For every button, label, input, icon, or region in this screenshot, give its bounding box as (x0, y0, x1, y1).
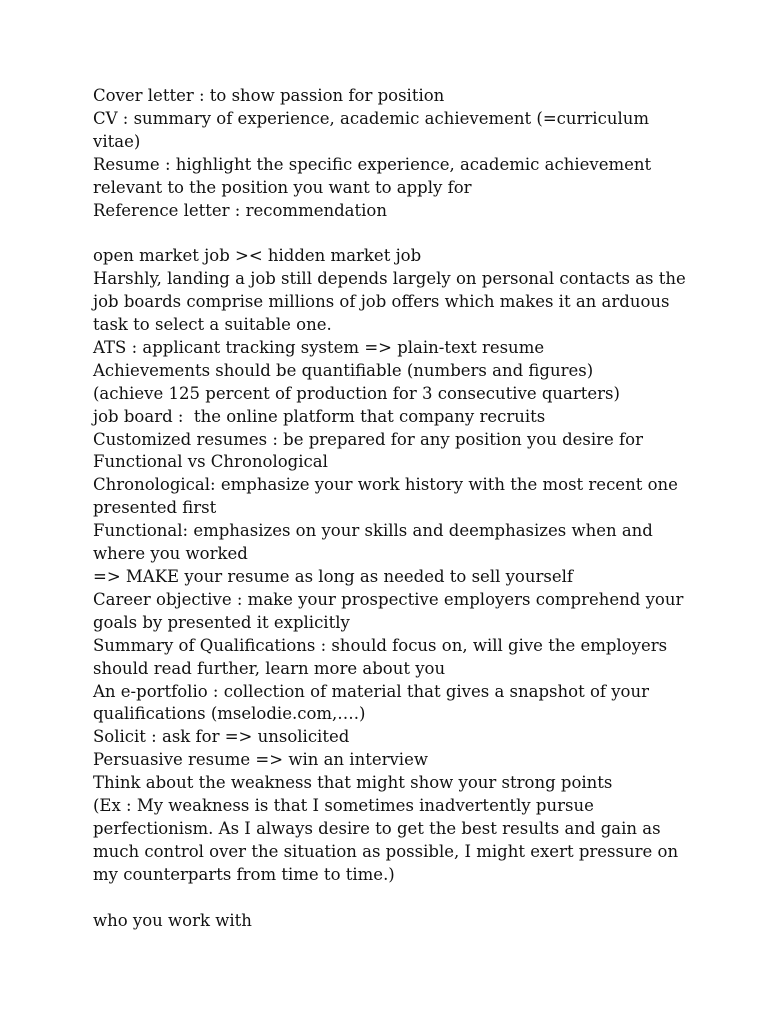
text-line: who you work with (93, 910, 252, 930)
text-line: Achievements should be quantifiable (numbers and figures) (93, 360, 594, 380)
text-line: job board : the online platform that company recruits (93, 406, 546, 426)
text-line: Resume : highlight the specific experience, academic achievement (93, 154, 652, 174)
text-line: Reference letter : recommendation (93, 200, 387, 220)
text-line: Persuasive resume => win an interview (93, 750, 428, 770)
text-line: presented first (93, 498, 217, 518)
text-line: Career objective : make your prospective employers comprehend your (93, 589, 684, 609)
text-line: ATS : applicant tracking system => plain-text resume (93, 337, 545, 357)
text-line: relevant to the position you want to apply for (93, 177, 472, 197)
text-line (93, 222, 698, 245)
text-line: vitae) (93, 131, 141, 151)
text-line: Chronological: emphasize your work history with the most recent one (93, 475, 678, 495)
text-line (93, 887, 698, 910)
text-line: Harshly, landing a job still depends largely on personal contacts as the (93, 269, 686, 289)
text-line: job boards comprise millions of job offers which makes it an arduous (93, 292, 670, 312)
text-line: CV : summary of experience, academic achievement (=curriculum (93, 108, 649, 128)
text-line: Cover letter : to show passion for position (93, 86, 445, 105)
text-line: where you worked (93, 544, 248, 564)
text-line: Functional: emphasizes on your skills and deemphasizes when and (93, 521, 653, 541)
text-line: task to select a suitable one. (93, 315, 332, 335)
document-body (93, 85, 698, 933)
text-line: Solicit : ask for => unsolicited (93, 727, 350, 747)
text-line: (achieve 125 percent of production for 3 consecutive quarters) (93, 383, 620, 403)
text-line: should read further, learn more about you (93, 658, 446, 678)
text-line: Customized resumes : be prepared for any position you desire for (93, 429, 643, 449)
text-line: qualifications (mselodie.com,….) (93, 704, 366, 724)
text-line: goals by presented it explicitly (93, 612, 350, 632)
text-line: perfectionism. As I always desire to get the best results and gain as (93, 818, 661, 838)
text-line: open market job >< hidden market job (93, 246, 422, 266)
text-line: Think about the weakness that might show your strong points (93, 773, 613, 793)
text-line: much control over the situation as possible, I might exert pressure on (93, 841, 679, 861)
text-line: An e-portfolio : collection of material that gives a snapshot of your (93, 681, 649, 701)
text-line: my counterparts from time to time.) (93, 864, 395, 884)
text-line: Functional vs Chronological (93, 452, 328, 472)
text-line: => MAKE your resume as long as needed to sell yourself (93, 567, 573, 587)
text-line: (Ex : My weakness is that I sometimes inadvertently pursue (93, 796, 594, 816)
text-line: Summary of Qualifications : should focus on, will give the employers (93, 635, 668, 655)
